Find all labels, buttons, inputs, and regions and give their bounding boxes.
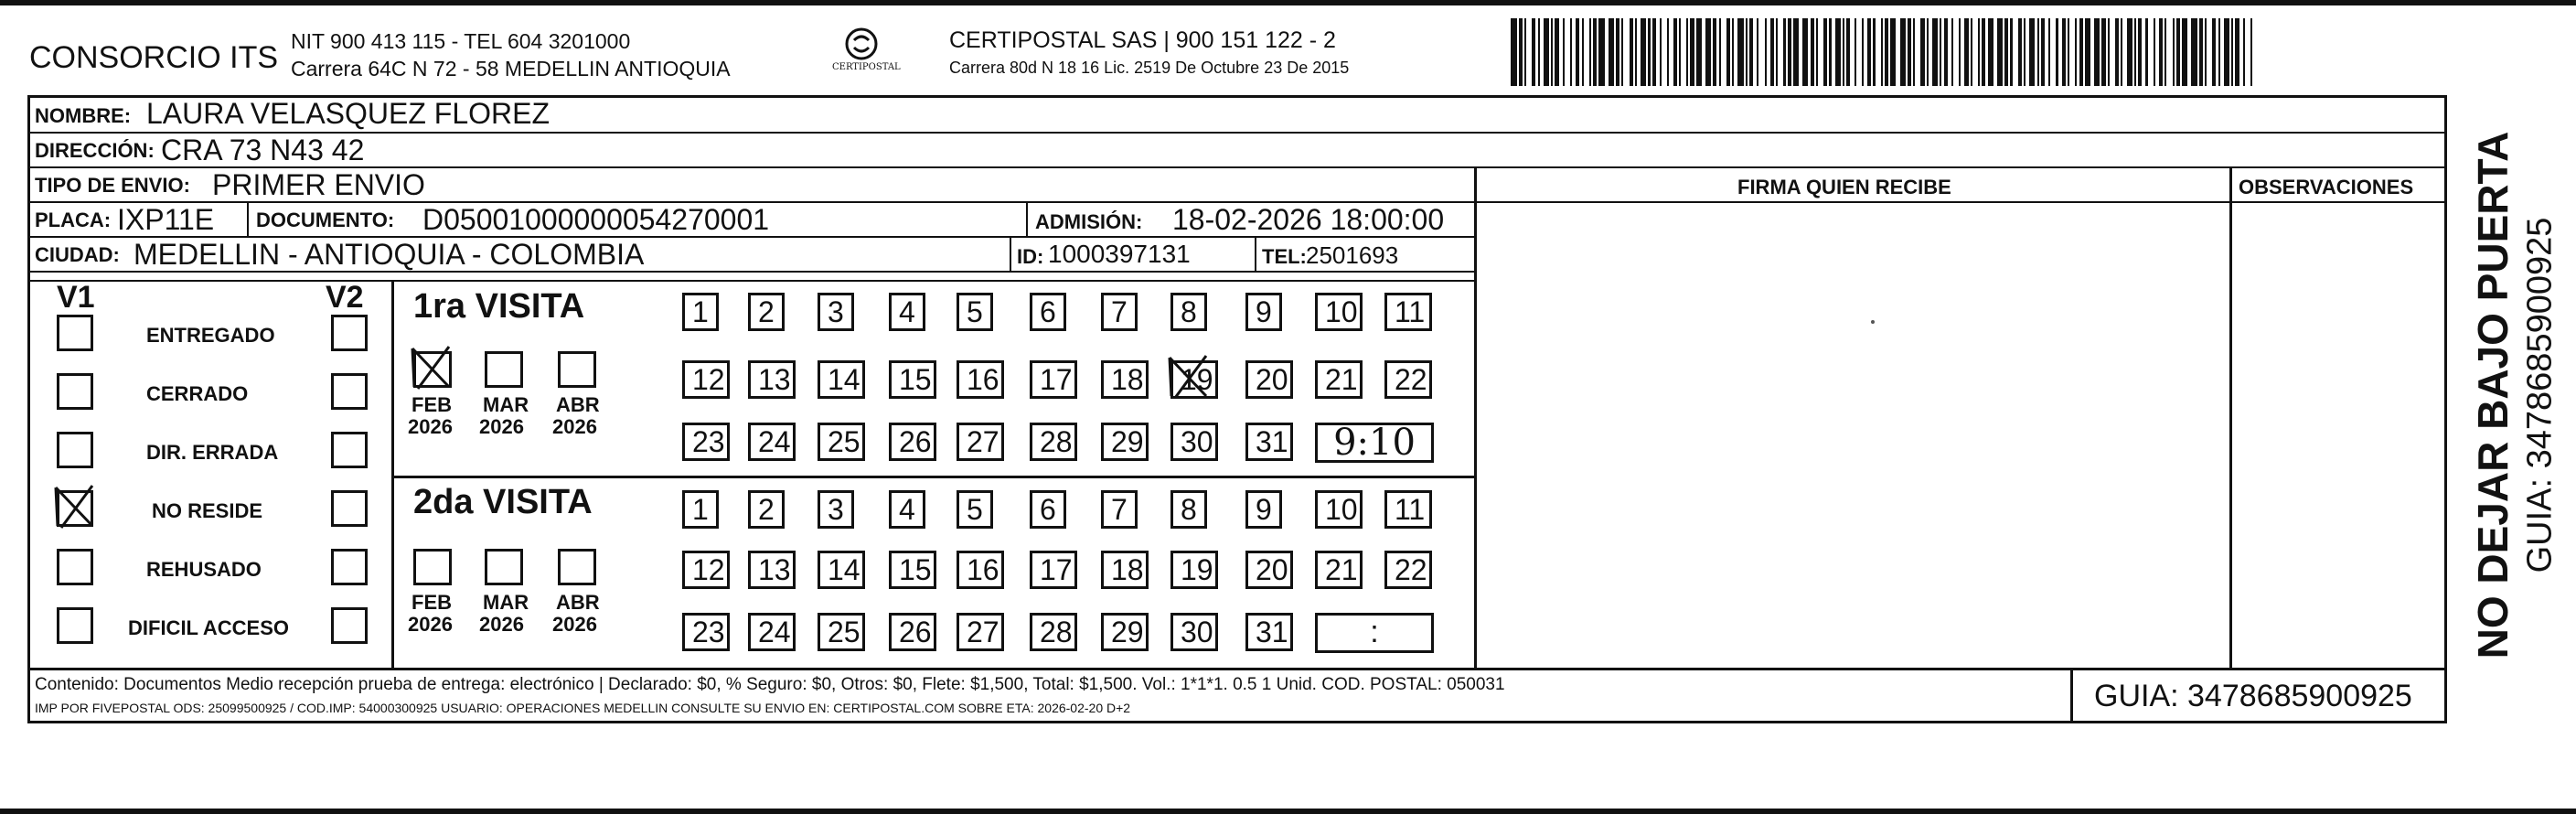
- direccion-label: DIRECCIÓN:: [35, 139, 155, 162]
- tel-value: 2501693: [1306, 241, 1399, 269]
- day-cell[interactable]: 5: [957, 293, 993, 331]
- year-label: 2026: [479, 415, 524, 438]
- month-label: MAR: [483, 393, 529, 416]
- day-cell[interactable]: 30: [1170, 613, 1218, 651]
- row-line-6: [27, 280, 1474, 282]
- day-cell[interactable]: 4: [889, 293, 925, 331]
- status-visit-divider: [391, 280, 394, 668]
- nombre-label: NOMBRE:: [35, 104, 132, 127]
- bottom-border: [0, 809, 2576, 814]
- time-box[interactable]: :: [1315, 613, 1434, 653]
- v2-checkbox[interactable]: [331, 490, 368, 527]
- day-cell[interactable]: 11: [1384, 293, 1432, 331]
- day-cell[interactable]: 26: [889, 423, 936, 461]
- day-cell[interactable]: 23: [682, 423, 730, 461]
- year-label: 2026: [408, 613, 453, 636]
- v2-checkbox[interactable]: [331, 549, 368, 585]
- day-cell[interactable]: 7: [1101, 293, 1138, 331]
- day-cell[interactable]: 30: [1170, 423, 1218, 461]
- day-cell[interactable]: 12: [682, 360, 730, 399]
- year-label: 2026: [479, 613, 524, 636]
- day-cell[interactable]: 26: [889, 613, 936, 651]
- ciudad-id-divider: [1010, 236, 1011, 271]
- observaciones-header: OBSERVACIONES: [2239, 176, 2414, 198]
- year-label: 2026: [552, 415, 597, 438]
- admision-value: 18-02-2026 18:00:00: [1172, 203, 1445, 236]
- day-cell[interactable]: 1: [682, 293, 719, 331]
- day-cell[interactable]: 3: [818, 293, 854, 331]
- id-value: 1000397131: [1048, 240, 1191, 268]
- v2-header: V2: [326, 280, 364, 315]
- day-cell[interactable]: 23: [682, 613, 730, 651]
- contenido-line: Contenido: Documentos Medio recepción prueba de entrega: electrónico | Declarado: $0, % Seguro: $0, Otros: $0, Flete: $1,500, Total: $1,500. Vol.: 1*1*1. 0.5 1 Unid. COD. POSTAL: 050031: [35, 675, 1505, 694]
- day-cell[interactable]: 29: [1101, 423, 1149, 461]
- firma-header: FIRMA QUIEN RECIBE: [1737, 176, 1951, 198]
- placa-label: PLACA:: [35, 209, 112, 231]
- v2-checkbox[interactable]: [331, 607, 368, 644]
- certipostal-info: CERTIPOSTAL SAS | 900 151 122 - 2: [949, 27, 1336, 53]
- day-cell[interactable]: 17: [1030, 551, 1077, 589]
- no-dejar-bajo-puerta: NO DEJAR BAJO PUERTA: [2469, 131, 2517, 659]
- day-cell[interactable]: 13: [748, 360, 796, 399]
- firma-left-line: [1474, 166, 1477, 668]
- day-cell[interactable]: 2: [748, 293, 785, 331]
- check-mark-icon: [52, 484, 100, 531]
- day-cell[interactable]: 22: [1384, 551, 1432, 589]
- day-cell[interactable]: 25: [818, 613, 865, 651]
- day-cell[interactable]: 25: [818, 423, 865, 461]
- day-cell[interactable]: 20: [1245, 551, 1293, 589]
- certipostal-logo: [825, 26, 901, 80]
- visit-divider: [391, 476, 1474, 478]
- frame-bottom: [27, 721, 2447, 723]
- admision-label: ADMISIÓN:: [1035, 210, 1143, 233]
- tel-label: TEL:: [1262, 245, 1307, 268]
- day-cell[interactable]: 3: [818, 490, 854, 529]
- logo-caption: CERTIPOSTAL: [832, 62, 901, 72]
- frame-left: [27, 95, 30, 723]
- v2-checkbox[interactable]: [331, 315, 368, 351]
- direccion-value: CRA 73 N43 42: [161, 134, 365, 166]
- status-label: DIFICIL ACCESO: [128, 616, 290, 639]
- v2-checkbox[interactable]: [331, 432, 368, 468]
- row-line-1: [27, 132, 2447, 134]
- month-label: ABR: [556, 393, 600, 416]
- day-cell[interactable]: 17: [1030, 360, 1077, 399]
- day-cell[interactable]: 16: [957, 551, 1004, 589]
- month-checkbox[interactable]: [413, 549, 452, 585]
- day-cell[interactable]: 27: [957, 613, 1004, 651]
- day-cell[interactable]: 28: [1030, 423, 1077, 461]
- placa-doc-divider: [247, 201, 249, 236]
- frame-right: [2444, 95, 2447, 723]
- month-checkbox[interactable]: [558, 351, 596, 388]
- signature-speck: [1871, 320, 1875, 324]
- doc-admision-divider: [1026, 201, 1028, 236]
- v1-checkbox[interactable]: [57, 315, 93, 351]
- month-checkbox[interactable]: [558, 549, 596, 585]
- obs-left-line: [2229, 166, 2232, 668]
- day-cell[interactable]: 19: [1170, 551, 1218, 589]
- id-tel-divider: [1255, 236, 1256, 271]
- status-label: CERRADO: [146, 382, 249, 405]
- day-cell[interactable]: 10: [1315, 293, 1363, 331]
- day-cell[interactable]: 10: [1315, 490, 1363, 529]
- status-label: NO RESIDE: [152, 499, 263, 522]
- day-cell[interactable]: 8: [1170, 490, 1207, 529]
- day-cell[interactable]: 21: [1315, 551, 1363, 589]
- day-cell[interactable]: 6: [1030, 490, 1066, 529]
- day-cell[interactable]: 22: [1384, 360, 1432, 399]
- day-cell[interactable]: 11: [1384, 490, 1432, 529]
- day-cell[interactable]: 28: [1030, 613, 1077, 651]
- month-checkbox[interactable]: [485, 351, 523, 388]
- placa-value: IXP11E: [117, 203, 215, 236]
- footer-guia: GUIA: 3478685900925: [2094, 679, 2412, 713]
- day-cell[interactable]: 31: [1245, 423, 1293, 461]
- imp-line: IMP POR FIVEPOSTAL ODS: 25099500925 / COD.IMP: 54000300925 USUARIO: OPERACIONES MEDELLIN CONSULTE SU ENVIO EN: CERTIPOSTAL.COM SOBRE ETA: 2026-02-20 D+2: [35, 701, 1131, 715]
- nombre-value: LAURA VELASQUEZ FLOREZ: [146, 97, 550, 130]
- day-cell[interactable]: 29: [1101, 613, 1149, 651]
- month-label: FEB: [412, 591, 452, 614]
- year-label: 2026: [552, 613, 597, 636]
- day-cell[interactable]: 16: [957, 360, 1004, 399]
- day-cell[interactable]: 8: [1170, 293, 1207, 331]
- footer-guia-divider: [2070, 668, 2073, 721]
- documento-value: D05001000000054270001: [422, 203, 770, 236]
- day-cell[interactable]: 7: [1101, 490, 1138, 529]
- id-label: ID:: [1017, 245, 1044, 268]
- day-cell[interactable]: 15: [889, 551, 936, 589]
- day-cell[interactable]: 20: [1245, 360, 1293, 399]
- v1-checkbox[interactable]: [57, 373, 93, 410]
- day-cell[interactable]: 4: [889, 490, 925, 529]
- month-checkbox[interactable]: [485, 549, 523, 585]
- day-cell[interactable]: 12: [682, 551, 730, 589]
- day-cell[interactable]: 5: [957, 490, 993, 529]
- status-label: ENTREGADO: [146, 324, 275, 347]
- day-cell[interactable]: 1: [682, 490, 719, 529]
- v1-checkbox[interactable]: [57, 549, 93, 585]
- status-label: DIR. ERRADA: [146, 441, 279, 464]
- v1-checkbox[interactable]: [57, 490, 93, 527]
- v1-header: V1: [57, 280, 95, 315]
- time-box[interactable]: 9:10: [1315, 423, 1434, 463]
- status-label: REHUSADO: [146, 558, 262, 581]
- day-cell[interactable]: 14: [818, 360, 865, 399]
- v2-checkbox[interactable]: [331, 373, 368, 410]
- day-cell[interactable]: 14: [818, 551, 865, 589]
- year-label: 2026: [408, 415, 453, 438]
- ciudad-value: MEDELLIN - ANTIOQUIA - COLOMBIA: [134, 238, 645, 271]
- visit2-title: 2da VISITA: [413, 483, 593, 521]
- month-checkbox[interactable]: [413, 351, 452, 388]
- month-label: ABR: [556, 591, 600, 614]
- footer-top-line: [27, 668, 2447, 670]
- day-cell[interactable]: 31: [1245, 613, 1293, 651]
- v1-checkbox[interactable]: [57, 607, 93, 644]
- ciudad-label: CIUDAD:: [35, 243, 120, 266]
- day-cell[interactable]: 27: [957, 423, 1004, 461]
- visit1-title: 1ra VISITA: [413, 287, 585, 326]
- day-cell[interactable]: 15: [889, 360, 936, 399]
- company-name: CONSORCIO ITS: [29, 40, 279, 75]
- day-cell[interactable]: 6: [1030, 293, 1066, 331]
- certipostal-address: Carrera 80d N 18 16 Lic. 2519 De Octubre 23 De 2015: [949, 59, 1350, 77]
- tipo-envio-label: TIPO DE ENVIO:: [35, 174, 190, 197]
- day-cell[interactable]: 18: [1101, 360, 1149, 399]
- company-address: Carrera 64C N 72 - 58 MEDELLIN ANTIOQUIA: [291, 57, 731, 80]
- top-border: [0, 0, 2576, 5]
- month-label: MAR: [483, 591, 529, 614]
- barcode: [1509, 18, 2259, 86]
- day-cell[interactable]: 13: [748, 551, 796, 589]
- day-cell[interactable]: 24: [748, 423, 796, 461]
- tipo-envio-value: PRIMER ENVIO: [212, 168, 425, 201]
- side-guia: GUIA: 3478685900925: [2520, 217, 2560, 573]
- v1-checkbox[interactable]: [57, 432, 93, 468]
- check-mark-icon: [409, 345, 456, 392]
- documento-label: DOCUMENTO:: [256, 209, 395, 231]
- nit-tel: NIT 900 413 115 - TEL 604 3201000: [291, 29, 631, 53]
- day-cell[interactable]: 19: [1170, 360, 1218, 399]
- day-cell[interactable]: 18: [1101, 551, 1149, 589]
- day-cell[interactable]: 9: [1245, 293, 1282, 331]
- day-cell[interactable]: 9: [1245, 490, 1282, 529]
- month-label: FEB: [412, 393, 452, 416]
- day-cell[interactable]: 24: [748, 613, 796, 651]
- day-cell[interactable]: 2: [748, 490, 785, 529]
- day-mark-icon: [1166, 354, 1213, 402]
- day-cell[interactable]: 21: [1315, 360, 1363, 399]
